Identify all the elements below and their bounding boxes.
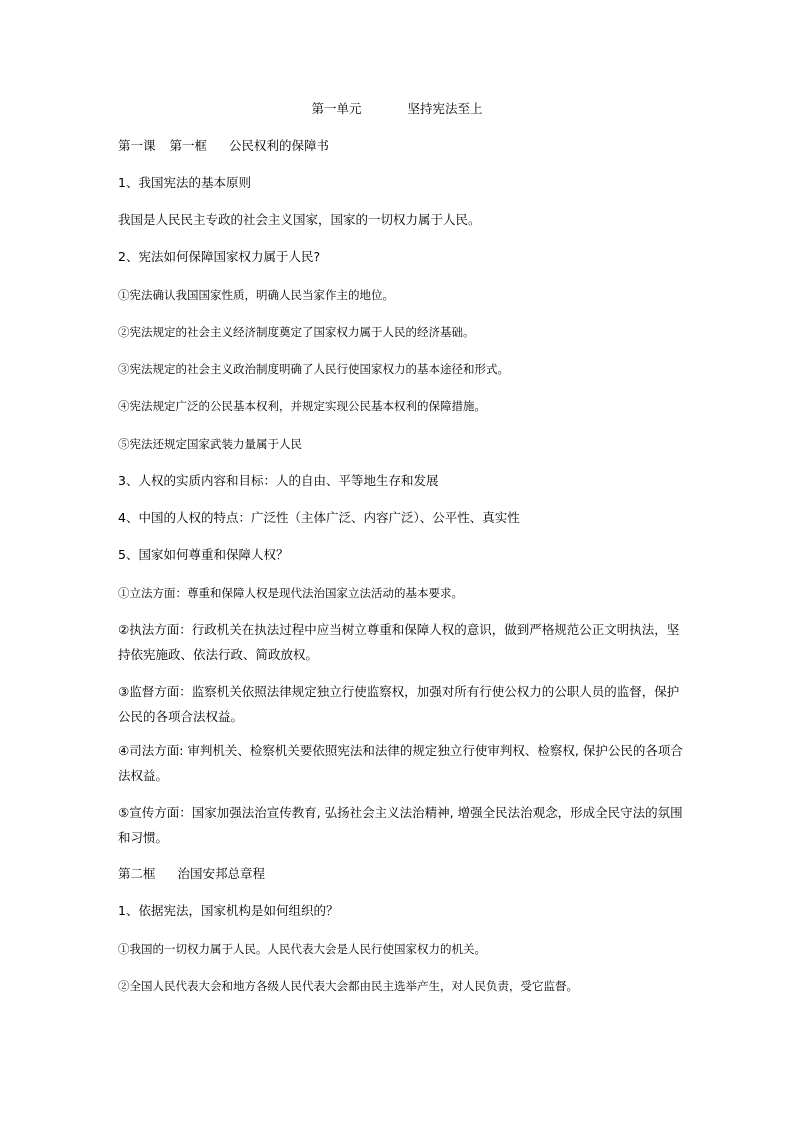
frame-label: 第一框 (169, 138, 208, 153)
unit-number: 第一单元 (311, 101, 362, 116)
answer-5-5: ⑤宣传方面：国家加强法治宣传教育, 弘扬社会主义法治精神, 增强全民法治观念，形成全民守法的氛围和习惯。 (118, 805, 683, 845)
answer-5-3: ③监督方面：监察机关依照法律规定独立行使监察权，加强对所有行使公权力的公职人员的监督，保护公民的各项合法权益。 (118, 684, 680, 724)
frame-2-question-1: 1、依据宪法，国家机构是如何组织的？ (118, 903, 339, 918)
frame-2-title: 治国安邦总章程 (177, 866, 266, 881)
question-4: 4、中国的人权的特点：广泛性（主体广泛、内容广泛）、公平性、真实性 (118, 510, 520, 525)
answer-1: 我国是人民民主专政的社会主义国家，国家的一切权力属于人民。 (118, 212, 481, 227)
answer-5-1: ①立法方面：尊重和保障人权是现代法治国家立法活动的基本要求。 (118, 586, 463, 600)
answer-5-4: ④司法方面: 审判机关、检察机关要依照宪法和法律的规定独立行使审判权、检察权, 保护公民的各项合法权益。 (118, 743, 683, 783)
question-1: 1、我国宪法的基本原则 (118, 175, 251, 190)
unit-name: 坚持宪法至上 (407, 101, 483, 116)
question-3: 3、人权的实质内容和目标：人的自由、平等地生存和发展 (118, 473, 439, 488)
lesson-heading (118, 135, 683, 157)
question-2: 2、宪法如何保障国家权力属于人民? (118, 249, 321, 264)
question-5: 5、国家如何尊重和保障人权？ (118, 547, 289, 562)
frame-2-label: 第二框 (118, 866, 156, 881)
answer-2-2: ②宪法规定的社会主义经济制度奠定了国家权力属于人民的经济基础。 (118, 325, 475, 339)
answer-2-5: ⑤宪法还规定国家武装力量属于人民 (118, 437, 302, 451)
answer-5-2: ②执法方面：行政机关在执法过程中应当树立尊重和保障人权的意识，做到严格规范公正文明执法，坚持依宪施政、依法行政、简政放权。 (118, 622, 680, 662)
frame-2-answer-1-2: ②全国人民代表大会和地方各级人民代表大会都由民主选举产生，对人民负责，受它监督。 (118, 979, 578, 993)
answer-2-1: ①宪法确认我国国家性质，明确人民当家作主的地位。 (118, 288, 394, 302)
lesson-label: 第一课 (118, 138, 156, 153)
answer-2-4: ④宪法规定广泛的公民基本权利，并规定实现公民基本权利的保障措施。 (118, 399, 486, 413)
frame-2-heading (118, 863, 683, 885)
frame-2-answer-1-1: ①我国的一切权力属于人民。人民代表大会是人民行使国家权力的机关。 (118, 942, 486, 956)
answer-2-3: ③宪法规定的社会主义政治制度明确了人民行使国家权力的基本途径和形式。 (118, 362, 509, 376)
unit-title (0, 98, 794, 120)
frame-title: 公民权利的保障书 (229, 138, 330, 153)
